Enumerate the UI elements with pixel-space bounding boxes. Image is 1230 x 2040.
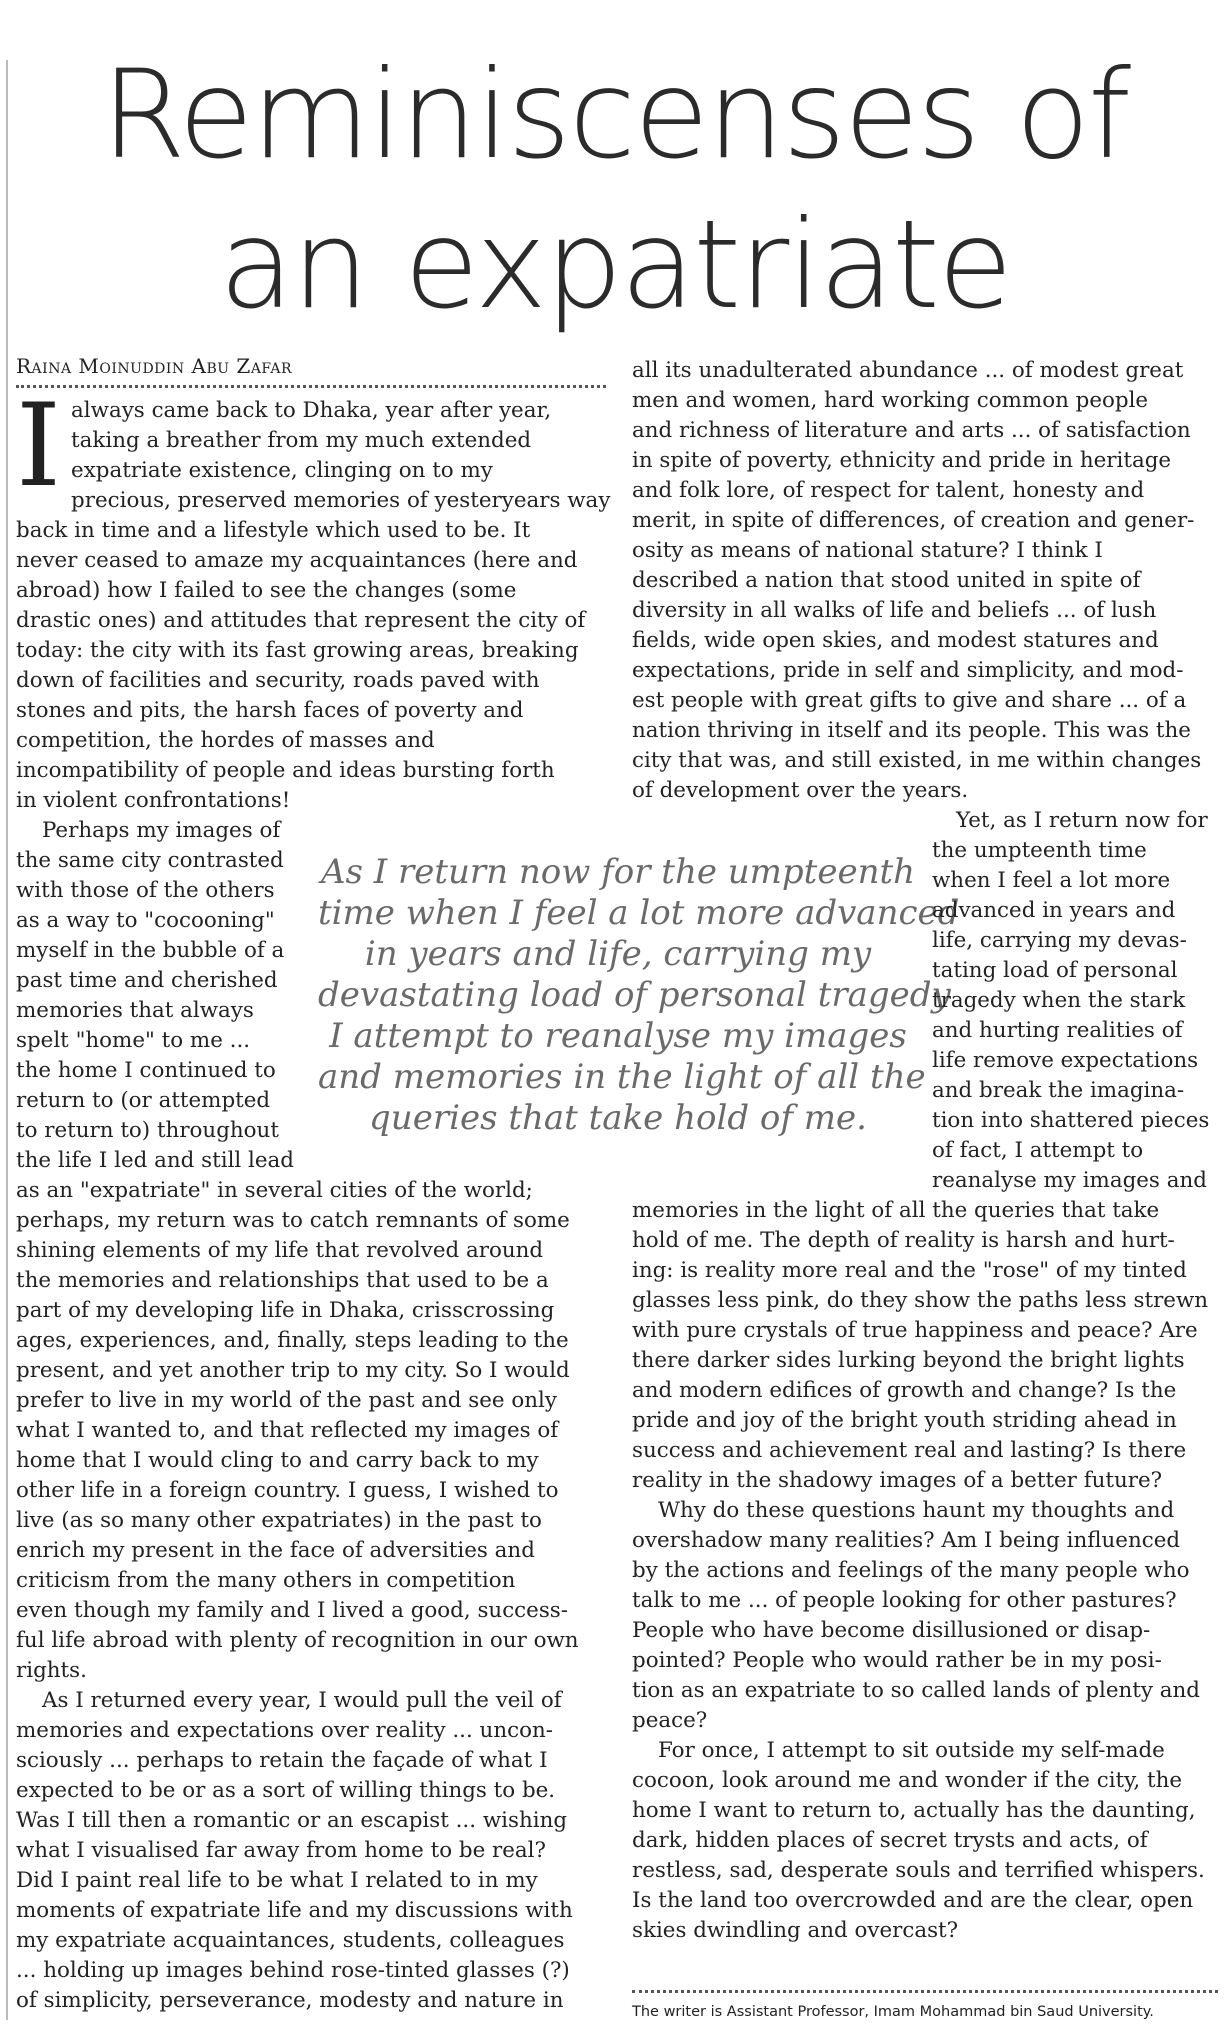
text-line: life remove expectations — [932, 1048, 1199, 1073]
text-line: home I want to return to, actually has the daunting, — [632, 1798, 1196, 1823]
text-line: expectations, pride in self and simplicity, and mod- — [632, 658, 1184, 683]
text-line: my expatriate acquaintances, students, colleagues — [16, 1928, 565, 1953]
text-line: stones and pits, the harsh faces of poverty and — [16, 698, 524, 723]
text-line: enrich my present in the face of adversities and — [16, 1538, 535, 1563]
text-line: sciously ... perhaps to retain the façade of what I — [16, 1748, 548, 1773]
text-line: the same city contrasted — [16, 848, 284, 873]
article-title — [40, 40, 1190, 340]
text-line: memories that always — [16, 998, 254, 1023]
text-line: glasses less pink, do they show the paths less strewn — [632, 1288, 1209, 1313]
text-line: men and women, hard working common people — [632, 388, 1149, 413]
left-paragraph-1 — [16, 379, 611, 816]
text-line: talk to me ... of people looking for other pastures? — [632, 1588, 1177, 1613]
text-line: today: the city with its fast growing areas, breaking — [16, 638, 579, 663]
text-line: present, and yet another trip to my city. So I would — [16, 1358, 570, 1383]
text-line: reality in the shadowy images of a better future? — [632, 1468, 1163, 1493]
text-line: always came back to Dhaka, year after year, — [71, 398, 552, 423]
text-line: tating load of personal — [932, 958, 1178, 983]
text-line: the life I led and still lead — [16, 1148, 294, 1173]
right-paragraph-2-wide — [632, 1196, 1218, 1496]
text-line: pride and joy of the bright youth striding ahead in — [632, 1408, 1177, 1433]
text-line: memories in the light of all the queries that take — [632, 1198, 1160, 1223]
text-line: As I returned every year, I would pull the veil of — [42, 1688, 562, 1713]
text-line: overshadow many realities? Am I being influenced — [632, 1528, 1181, 1553]
text-line: spelt "home" to me ... — [16, 1028, 251, 1053]
text-line: and break the imagina- — [932, 1078, 1185, 1103]
text-line: of simplicity, perseverance, modesty and nature in — [16, 1988, 564, 2013]
text-line: tion as an expatriate to so called lands of plenty and — [632, 1678, 1200, 1703]
text-line: reanalyse my images and — [932, 1168, 1207, 1193]
text-line: back in time and a lifestyle which used to be. It — [16, 518, 531, 543]
left-column — [16, 379, 611, 2016]
text-line: pointed? People who would rather be in my posi- — [632, 1648, 1162, 1673]
text-line: as an "expatriate" in several cities of the world; — [16, 1178, 533, 1203]
text-line: live (as so many other expatriates) in the past to — [16, 1508, 542, 1533]
text-line: of fact, I attempt to — [932, 1138, 1144, 1163]
text-line: time when I feel a lot more advanced — [318, 893, 960, 933]
text-line: described a nation that stood united in spite of — [632, 568, 1141, 593]
text-line: what I visualised far away from home to be real? — [16, 1838, 546, 1863]
text-line: Yet, as I return now for — [956, 808, 1208, 833]
text-line: ... holding up images behind rose-tinted glasses (?) — [16, 1958, 570, 1983]
text-line: devastating load of personal tragedy — [318, 975, 951, 1015]
left-paragraph-3 — [16, 1686, 606, 2016]
text-line: nation thriving in itself and its people. This was the — [632, 718, 1191, 743]
text-line: perhaps, my return was to catch remnants of some — [16, 1208, 570, 1233]
text-line: incompatibility of people and ideas bursting forth — [16, 758, 555, 783]
text-line: competition, the hordes of masses and — [16, 728, 435, 753]
text-line: cocoon, look around me and wonder if the city, the — [632, 1768, 1183, 1793]
text-line: and hurting realities of — [932, 1018, 1183, 1043]
text-line: to return to) throughout — [16, 1118, 279, 1143]
text-line: diversity in all walks of life and beliefs ... of lush — [632, 598, 1157, 623]
text-line: taking a breather from my much extended — [71, 428, 532, 453]
text-line: life, carrying my devas- — [932, 928, 1187, 953]
author-footnote: The writer is Assistant Professor, Imam Mohammad bin Saud University. — [632, 2004, 1154, 2020]
text-line: in violent confrontations! — [16, 788, 291, 813]
title-line-2: an expatriate — [219, 194, 1011, 336]
text-line: as a way to "cocooning" — [16, 908, 275, 933]
text-line: restless, sad, desperate souls and terrified whispers. — [632, 1858, 1205, 1883]
text-line: abroad) how I failed to see the changes (some — [16, 578, 517, 603]
text-line: skies dwindling and overcast? — [632, 1918, 959, 1943]
text-line: part of my developing life in Dhaka, crisscrossing — [16, 1298, 555, 1323]
text-line: and folk lore, of respect for talent, honesty and — [632, 478, 1145, 503]
text-line: ing: is reality more real and the "rose" of my tinted — [632, 1258, 1187, 1283]
text-line: by the actions and feelings of the many people who — [632, 1558, 1190, 1583]
text-line: I attempt to reanalyse my images — [329, 1016, 907, 1056]
text-line: the memories and relationships that used to be a — [16, 1268, 549, 1293]
text-line: As I return now for the umpteenth — [320, 852, 916, 892]
text-line: in years and life, carrying my — [364, 934, 872, 974]
text-line: queries that take hold of me. — [369, 1098, 867, 1138]
text-line: the home I continued to — [16, 1058, 276, 1083]
text-line: Perhaps my images of — [42, 818, 281, 843]
right-paragraph-1 — [632, 356, 1218, 806]
text-line: Is the land too overcrowded and are the clear, open — [632, 1888, 1194, 1913]
text-line: never ceased to amaze my acquaintances (here and — [16, 548, 578, 573]
text-line: shining elements of my life that revolved around — [16, 1238, 544, 1263]
text-line: return to (or attempted — [16, 1088, 271, 1113]
left-paragraph-2-wide — [16, 1176, 606, 1686]
text-line: advanced in years and — [932, 898, 1176, 923]
text-line: down of facilities and security, roads paved with — [16, 668, 540, 693]
text-line: with those of the others — [16, 878, 275, 903]
text-line: all its unadulterated abundance ... of modest great — [632, 358, 1184, 383]
right-column — [632, 356, 1218, 1946]
text-line: osity as means of national stature? I think I — [632, 538, 1103, 563]
text-line: merit, in spite of differences, of creation and gener- — [632, 508, 1195, 533]
drop-cap: I — [16, 379, 62, 512]
text-line: moments of expatriate life and my discussions with — [16, 1898, 573, 1923]
text-line: prefer to live in my world of the past and see only — [16, 1388, 557, 1413]
text-line: in spite of poverty, ethnicity and pride in heritage — [632, 448, 1172, 473]
text-line: home that I would cling to and carry back to my — [16, 1448, 539, 1473]
text-line: Why do these questions haunt my thoughts and — [658, 1498, 1175, 1523]
text-line: Was I till then a romantic or an escapist ... wishing — [16, 1808, 568, 1833]
right-paragraph-2-narrow — [932, 806, 1218, 1196]
left-paragraph-1-lines — [16, 379, 611, 816]
text-line: there darker sides lurking beyond the bright lights — [632, 1348, 1185, 1373]
text-line: of development over the years. — [632, 778, 969, 803]
right-paragraph-4 — [632, 1736, 1218, 1946]
text-line: even though my family and I lived a good, success- — [16, 1598, 568, 1623]
text-line: when I feel a lot more — [932, 868, 1171, 893]
text-line: precious, preserved memories of yesteryears way — [71, 488, 611, 513]
right-paragraph-3 — [632, 1496, 1218, 1736]
byline: Raina Moinuddin Abu Zafar — [16, 354, 293, 378]
text-line: peace? — [632, 1708, 708, 1733]
text-line: the umpteenth time — [932, 838, 1147, 863]
text-line: past time and cherished — [16, 968, 278, 993]
text-line: and memories in the light of all the — [318, 1057, 926, 1097]
text-line: tragedy when the stark — [932, 988, 1186, 1013]
text-line: and modern edifices of growth and change? Is the — [632, 1378, 1177, 1403]
text-line: People who have become disillusioned or disap- — [632, 1618, 1151, 1643]
text-line: hold of me. The depth of reality is harsh and hurt- — [632, 1228, 1175, 1253]
text-line: Did I paint real life to be what I related to in my — [16, 1868, 538, 1893]
text-line: expected to be or as a sort of willing things to be. — [16, 1778, 556, 1803]
text-line: ful life abroad with plenty of recognition in our own — [16, 1628, 579, 1653]
text-line: ages, experiences, and, finally, steps leading to the — [16, 1328, 569, 1353]
text-line: tion into shattered pieces — [932, 1108, 1210, 1133]
text-line: drastic ones) and attitudes that represent the city of — [16, 608, 586, 633]
footnote-divider — [632, 1990, 1218, 1993]
text-line: dark, hidden places of secret trysts and acts, of — [632, 1828, 1148, 1853]
text-line: rights. — [16, 1658, 87, 1683]
title-line-1: Reminiscenses of — [101, 44, 1129, 186]
text-line: myself in the bubble of a — [16, 938, 285, 963]
text-line: success and achievement real and lasting? Is there — [632, 1438, 1187, 1463]
text-line: memories and expectations over reality ... uncon- — [16, 1718, 553, 1743]
left-paragraph-2-narrow — [16, 816, 306, 1176]
text-line: what I wanted to, and that reflected my images of — [16, 1418, 559, 1443]
text-line: For once, I attempt to sit outside my self-made — [658, 1738, 1165, 1763]
text-line: criticism from the many others in competition — [16, 1568, 516, 1593]
text-line: and richness of literature and arts ... of satisfaction — [632, 418, 1191, 443]
text-line: fields, wide open skies, and modest statures and — [632, 628, 1159, 653]
text-line: city that was, and still existed, in me within changes — [632, 748, 1202, 773]
text-line: est people with great gifts to give and share ... of a — [632, 688, 1187, 713]
text-line: expatriate existence, clinging on to my — [71, 458, 493, 483]
page-left-rule — [6, 60, 8, 2020]
text-line: with pure crystals of true happiness and peace? Are — [632, 1318, 1198, 1343]
text-line: other life in a foreign country. I guess, I wished to — [16, 1478, 559, 1503]
